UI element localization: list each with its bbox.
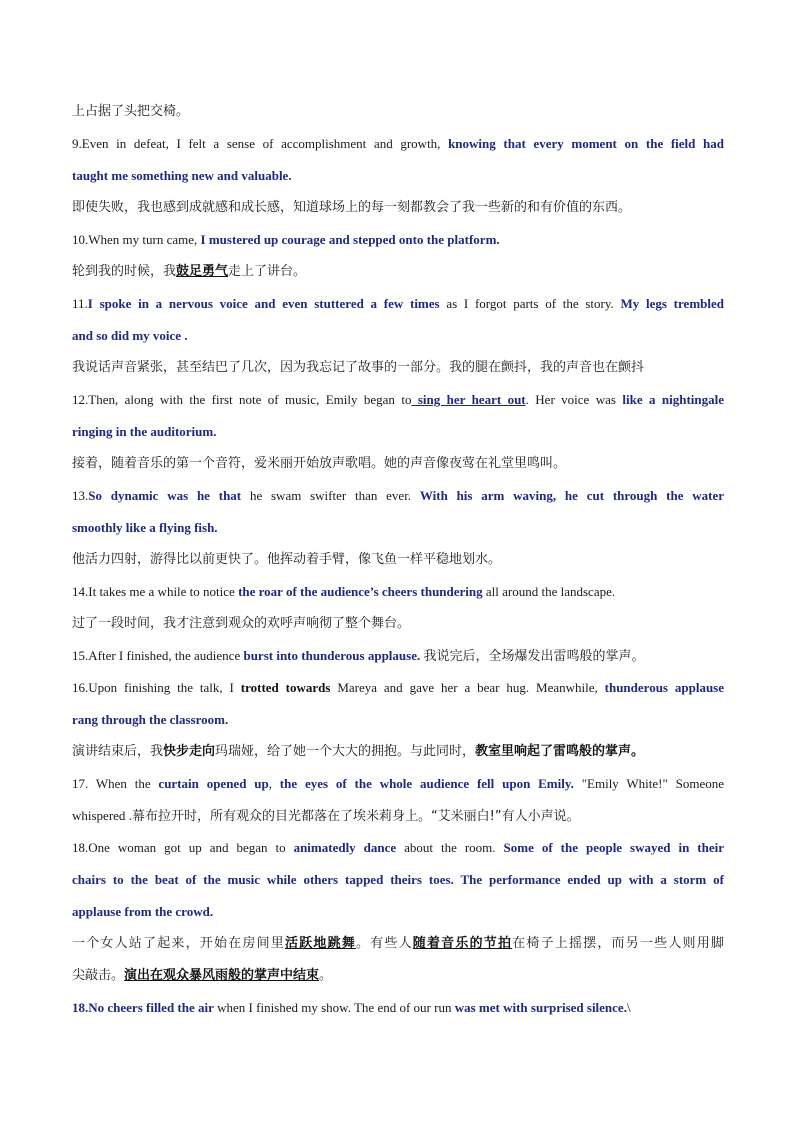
line-6 [72, 256, 724, 288]
highlight-phrase: was met with surprised silence. [454, 1000, 627, 1015]
line-2 [72, 128, 724, 160]
line-3 [72, 160, 724, 192]
text: all around the landscape. [485, 584, 616, 599]
highlight-phrase: thunderous applause [604, 680, 724, 695]
text: "Emily White!" Someone [581, 776, 725, 791]
highlight-phrase: With his arm waving, he cut through the water [419, 488, 725, 503]
text: 。有些人 [355, 936, 413, 951]
highlight-phrase: chairs to the beat of the music while others tapped theirs toes. The performance ended up with a storm of [72, 872, 724, 887]
line-14 [72, 512, 724, 544]
line-8 [72, 320, 724, 352]
text: 一个女人站了起来，开始在房间里 [72, 936, 285, 951]
highlight-phrase: My legs trembled [620, 296, 724, 311]
highlight-phrase: So dynamic was he that [88, 488, 242, 503]
text: 幕布拉开时，所有观众的目光都落在了埃米莉身上。“艾米丽白!”有人小声说。 [131, 809, 580, 824]
line-23 [72, 800, 724, 832]
text: 14.It takes me a while to notice [72, 584, 235, 599]
text: 尖敲击。 [72, 968, 125, 983]
highlight-phrase: applause from the crowd. [72, 904, 214, 919]
text: Mareya and gave her a bear hug. Meanwhile, [337, 680, 598, 695]
line-15 [72, 544, 724, 576]
text: 我说话声音紧张，甚至结巴了几次，因为我忘记了故事的一部分。我的腿在颤抖，我的声音也在颤抖 [72, 360, 645, 375]
line-20 [72, 704, 724, 736]
line-5 [72, 224, 724, 256]
text: 轮到我的时候，我 [72, 264, 177, 279]
line-24 [72, 832, 724, 864]
line-25 [72, 864, 724, 896]
text: 演讲结束后，我 [72, 744, 164, 759]
text: 16.Upon finishing the talk, I [72, 680, 234, 695]
underlined-phrase: 随着音乐的节拍 [412, 936, 513, 951]
text: 12.Then, along with the first note of music, Emily began to [72, 392, 412, 407]
text: he swam swifter than ever. [249, 488, 412, 503]
text: 过了一段时间，我才注意到观众的欢呼声响彻了整个舞台。 [72, 616, 411, 631]
line-26 [72, 896, 724, 928]
text: whispered . [72, 808, 132, 823]
highlight-phrase: knowing that every moment on the field had [448, 136, 725, 151]
text: 上占据了头把交椅。 [72, 104, 190, 119]
text: 。 [319, 968, 333, 983]
bold-phrase: 快步走向 [163, 744, 216, 759]
text: 走上了讲台。 [228, 264, 307, 279]
line-21 [72, 736, 724, 768]
highlight-phrase: I mustered up courage and stepped onto the platform. [200, 232, 500, 247]
line-7 [72, 288, 724, 320]
highlight-phrase: curtain opened up [158, 776, 269, 791]
underlined-phrase: 演出在观众暴风雨般的掌声中结束 [124, 968, 320, 983]
highlight-phrase: burst into thunderous applause. [243, 648, 421, 663]
text: 他活力四射，游得比以前更快了。他挥动着手臂，像飞鱼一样平稳地划水。 [72, 552, 502, 567]
highlight-phrase: the roar of the audience’s cheers thundering [238, 584, 483, 599]
highlight-phrase: smoothly like a flying fish. [72, 520, 218, 535]
line-11 [72, 416, 724, 448]
line-17 [72, 608, 724, 640]
highlight-phrase: and so did my voice . [72, 328, 188, 343]
highlight-phrase: I spoke in a nervous voice and even stuttered a few times [87, 296, 440, 311]
line-4 [72, 192, 724, 224]
line-13 [72, 480, 724, 512]
underlined-phrase: 活跃地跳舞 [284, 936, 356, 951]
text: 15.After I finished, the audience [72, 648, 241, 663]
text: \ [626, 1000, 631, 1015]
underlined-phrase: 鼓足勇气 [176, 264, 229, 279]
line-29 [72, 992, 724, 1024]
line-19 [72, 672, 724, 704]
line-18 [72, 640, 724, 672]
text: 在椅子上摇摆，而另一些人则用脚 [512, 936, 724, 951]
text: 13. [72, 488, 89, 503]
line-16 [72, 576, 724, 608]
bold-phrase: trotted towards [240, 680, 331, 695]
highlight-phrase: rang through the classroom. [72, 712, 229, 727]
document-page [72, 96, 724, 1024]
bold-phrase: 教室里响起了雷鸣般的掌声。 [475, 744, 645, 759]
line-27 [72, 928, 724, 960]
text: 接着，随着音乐的第一个音符，爱米丽开始放声歌唱。她的声音像夜莺在礼堂里鸣叫。 [72, 456, 567, 471]
text: 11. [72, 296, 88, 311]
highlight-phrase: 18. [72, 1000, 89, 1015]
highlight-phrase: animatedly dance [293, 840, 397, 855]
highlight-phrase: No cheers filled the air [88, 1000, 214, 1015]
highlight-phrase: Some of the people swayed in their [503, 840, 725, 855]
line-12 [72, 448, 724, 480]
text: 玛瑞娅，给了她一个大大的拥抱。与此同时， [215, 744, 476, 759]
highlight-phrase: ringing in the auditorium. [72, 424, 217, 439]
text: 我说完后，全场爆发出雷鸣般的掌声。 [423, 649, 645, 664]
text: when I finished my show. The end of our run [217, 1000, 452, 1015]
text: 18.One woman got up and began to [72, 840, 286, 855]
text: about the room. [404, 840, 496, 855]
text: as I forgot parts of the story. [446, 296, 614, 311]
text: . Her voice was [525, 392, 616, 407]
highlight-phrase: like a nightingale [622, 392, 725, 407]
line-1 [72, 96, 724, 128]
text: 10.When my turn came, [72, 232, 198, 247]
highlight-phrase: sing her heart out [411, 392, 526, 407]
text: 即使失败，我也感到成就感和成长感，知道球场上的每一刻都教会了我一些新的和有价值的东西。 [72, 200, 632, 215]
line-9 [72, 352, 724, 384]
text: , [268, 776, 272, 791]
line-22 [72, 768, 724, 800]
text: 17. When the [72, 776, 151, 791]
line-10 [72, 384, 724, 416]
line-28 [72, 960, 724, 992]
highlight-phrase: taught me something new and valuable. [72, 168, 292, 183]
highlight-phrase: the eyes of the whole audience fell upon Emily. [279, 776, 574, 791]
text: 9.Even in defeat, I felt a sense of accomplishment and growth, [72, 136, 441, 151]
